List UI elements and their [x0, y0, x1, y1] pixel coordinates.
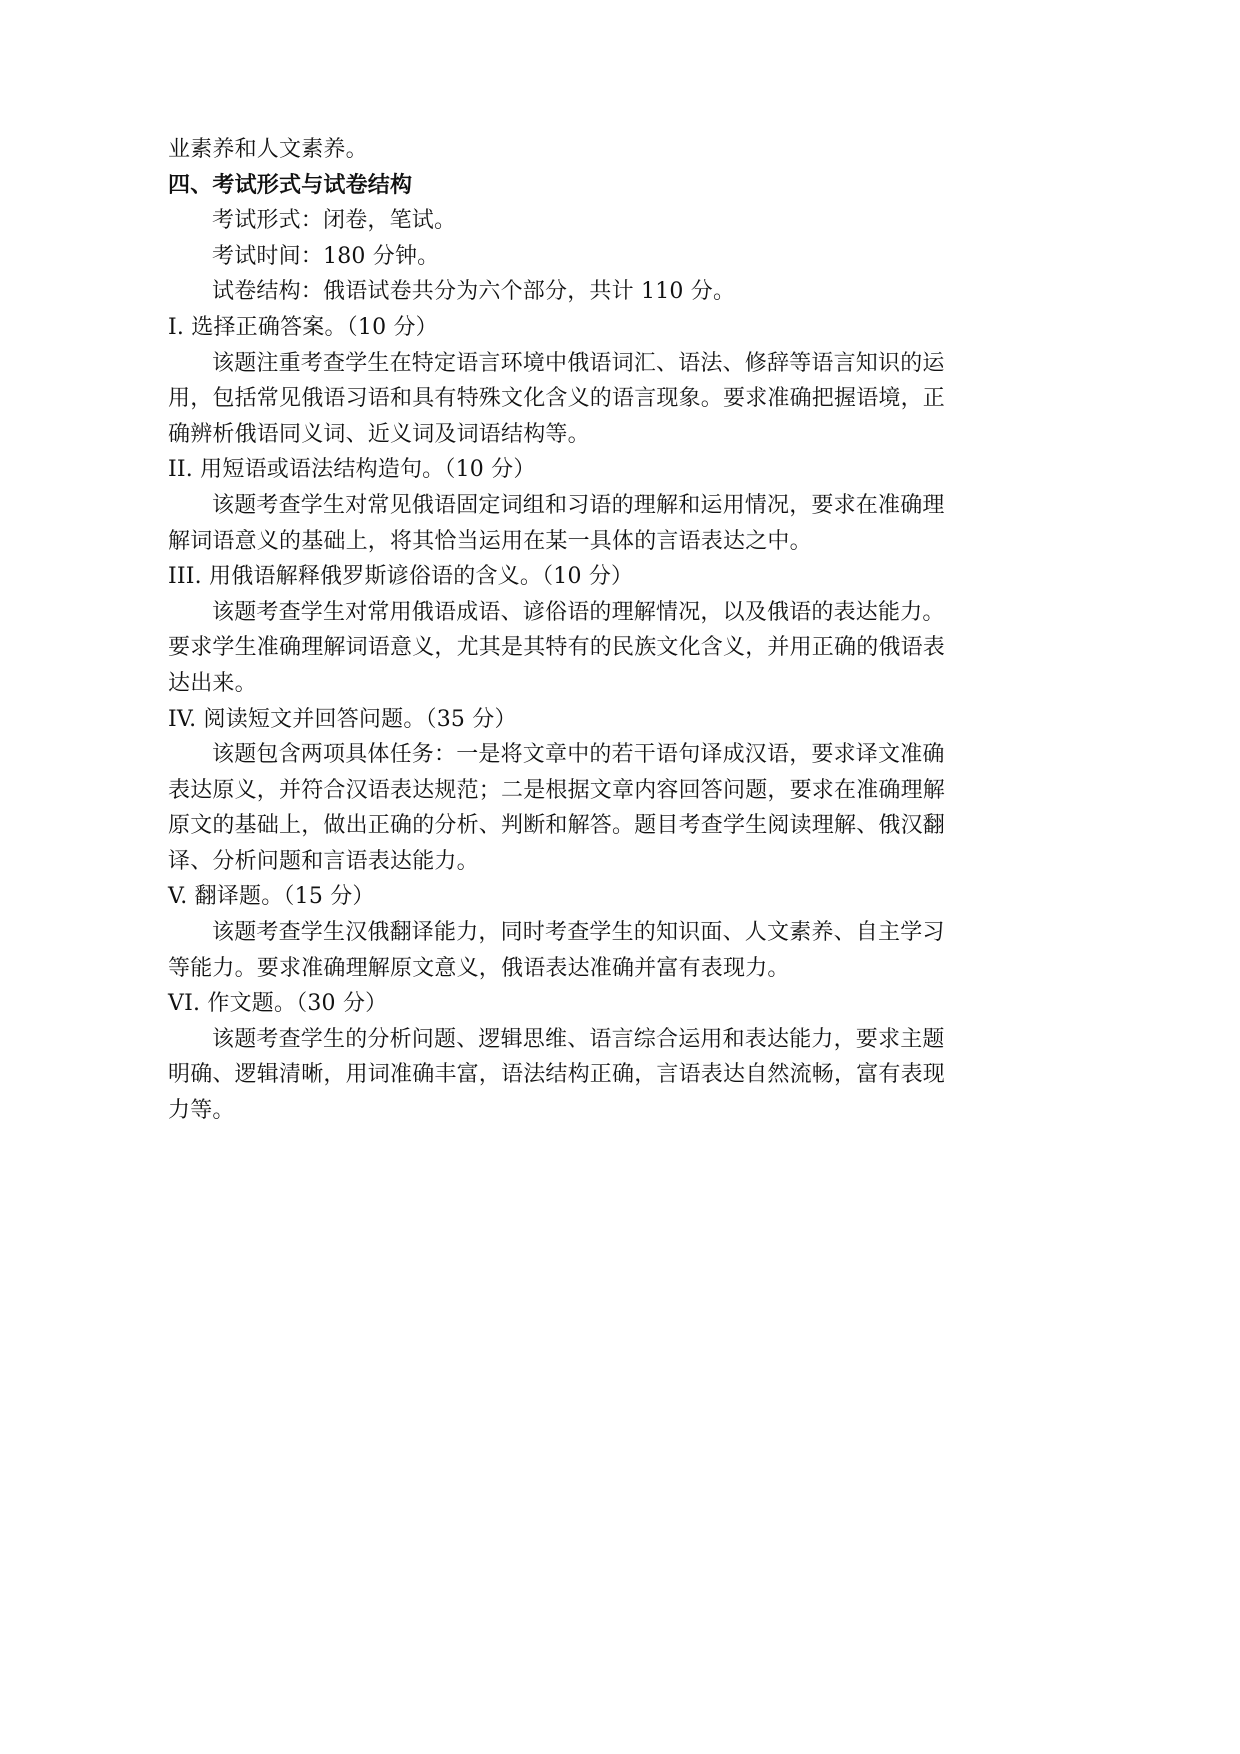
part-text-line: 要求学生准确理解词语意义，尤其是其特有的民族文化含义，并用正确的俄语表: [168, 635, 946, 661]
part-title: II. 用短语或语法结构造句。（10 分）: [168, 457, 536, 483]
exam-structure: 试卷结构：俄语试卷共分为六个部分，共计 110 分。: [212, 279, 736, 305]
part-title: V. 翻译题。（15 分）: [168, 884, 375, 910]
part-text-line: 表达原义，并符合汉语表达规范；二是根据文章内容回答问题，要求在准确理解: [168, 777, 946, 803]
part-5: [168, 879, 945, 986]
part-text-line: 该题考查学生对常见俄语固定词组和习语的理解和运用情况，要求在准确理: [212, 492, 945, 518]
part-title: I. 选择正确答案。（10 分）: [168, 314, 438, 340]
part-text-line: 译、分析问题和言语表达能力。: [168, 848, 479, 874]
part-text-line: 该题考查学生对常用俄语成语、谚俗语的理解情况，以及俄语的表达能力。: [212, 599, 945, 625]
part-text-line: 该题包含两项具体任务：一是将文章中的若干语句译成汉语，要求译文准确: [212, 742, 945, 768]
section-heading: 四、考试形式与试卷结构: [168, 172, 413, 198]
part-text-line: 用，包括常见俄语习语和具有特殊文化含义的语言现象。要求准确把握语境，正: [168, 386, 946, 412]
part-text-line: 力等。: [168, 1098, 235, 1124]
part-text-line: 解词语意义的基础上，将其恰当运用在某一具体的言语表达之中。: [168, 528, 812, 554]
part-text-line: 达出来。: [168, 670, 257, 696]
part-title: III. 用俄语解释俄罗斯谚俗语的含义。（10 分）: [168, 564, 634, 590]
part-6: [168, 986, 946, 1128]
part-title: VI. 作文题。（30 分）: [168, 991, 388, 1017]
exam-format: 考试形式：闭卷，笔试。: [212, 208, 457, 234]
document-page: [168, 132, 946, 1129]
part-text-line: 确辨析俄语同义词、近义词及词语结构等。: [168, 421, 590, 447]
part-text-line: 该题考查学生汉俄翻译能力，同时考查学生的知识面、人文素养、自主学习: [212, 920, 945, 946]
part-1: [168, 310, 946, 452]
part-2: [168, 452, 945, 559]
part-4: [168, 702, 946, 880]
part-text-line: 明确、逻辑清晰，用词准确丰富，语法结构正确，言语表达自然流畅，富有表现: [168, 1062, 946, 1088]
part-text-line: 该题考查学生的分析问题、逻辑思维、语言综合运用和表达能力，要求主题: [212, 1026, 945, 1052]
continuation-text: 业素养和人文素养。: [168, 137, 368, 162]
part-text-line: 等能力。要求准确理解原文意义，俄语表达准确并富有表现力。: [168, 955, 790, 981]
part-title: IV. 阅读短文并回答问题。（35 分）: [168, 706, 517, 732]
part-3: [168, 559, 946, 701]
exam-duration: 考试时间：180 分钟。: [212, 243, 440, 269]
part-text-line: 原文的基础上，做出正确的分析、判断和解答。题目考查学生阅读理解、俄汉翻: [168, 813, 946, 839]
part-text-line: 该题注重考查学生在特定语言环境中俄语词汇、语法、修辞等语言知识的运: [212, 350, 945, 376]
